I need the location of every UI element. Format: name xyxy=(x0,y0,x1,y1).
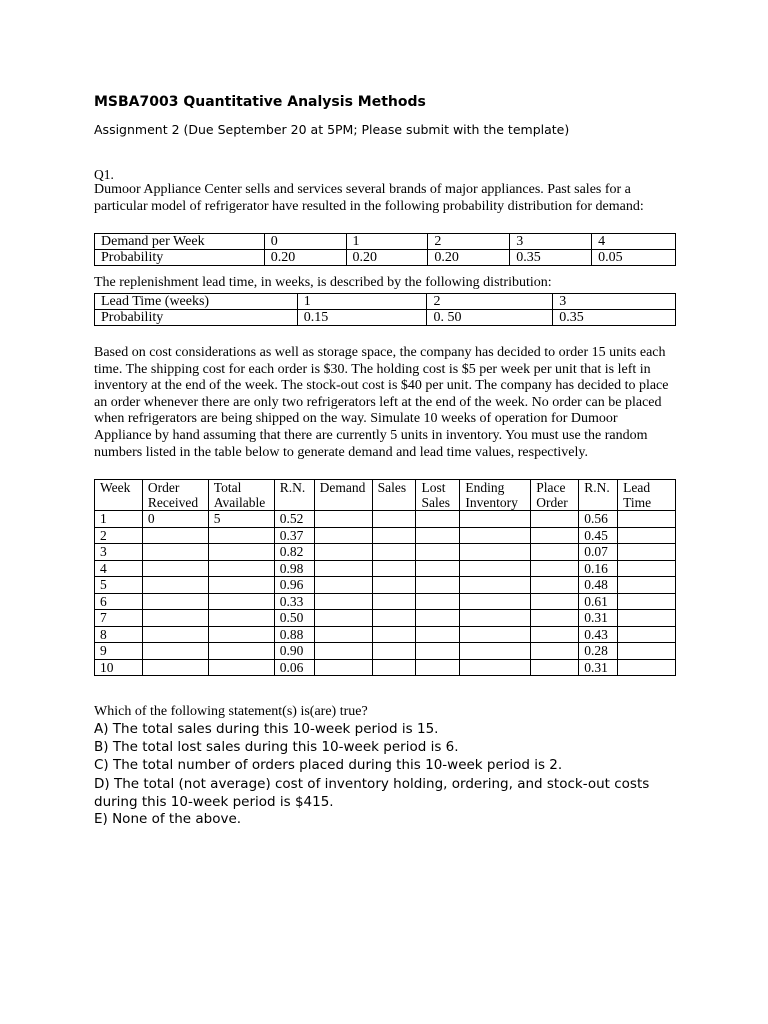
table-cell xyxy=(208,544,274,561)
table-cell xyxy=(372,544,416,561)
table-cell: 0.56 xyxy=(579,511,618,528)
column-header xyxy=(208,480,274,511)
table-cell: 4 xyxy=(592,234,676,250)
table-cell: 0.82 xyxy=(274,544,314,561)
table-cell: 0.20 xyxy=(264,250,346,266)
table-cell xyxy=(372,527,416,544)
table-cell: 0.35 xyxy=(553,310,676,326)
table-cell: 1 xyxy=(346,234,428,250)
header-line: Time xyxy=(623,495,652,510)
table-cell xyxy=(208,560,274,577)
table-cell: 0.20 xyxy=(428,250,510,266)
table-cell xyxy=(142,577,208,594)
table-cell: 3 xyxy=(510,234,592,250)
table-cell: 1 xyxy=(297,294,427,310)
table-cell xyxy=(314,511,372,528)
column-header xyxy=(274,480,314,511)
table-cell xyxy=(416,626,460,643)
table-row xyxy=(95,643,676,660)
table-cell xyxy=(208,527,274,544)
table-cell: 0.05 xyxy=(592,250,676,266)
column-header xyxy=(142,480,208,511)
table-cell xyxy=(618,643,676,660)
table-cell xyxy=(416,544,460,561)
table-cell xyxy=(531,511,579,528)
table-cell: 0.88 xyxy=(274,626,314,643)
lead-time-intro: The replenishment lead time, in weeks, is described by the following distribution: xyxy=(94,275,552,290)
table-cell xyxy=(314,610,372,627)
option-b: B) The total lost sales during this 10-week period is 6. xyxy=(94,739,459,755)
table-cell: Lead Time (weeks) xyxy=(95,294,298,310)
table-cell: 0.50 xyxy=(274,610,314,627)
table-cell xyxy=(314,560,372,577)
table-cell xyxy=(142,544,208,561)
table-cell xyxy=(416,643,460,660)
table-cell xyxy=(142,610,208,627)
table-cell xyxy=(460,577,531,594)
table-cell xyxy=(416,610,460,627)
table-cell xyxy=(618,560,676,577)
document-title: MSBA7003 Quantitative Analysis Methods xyxy=(94,94,426,110)
table-cell xyxy=(208,610,274,627)
table-cell xyxy=(416,577,460,594)
header-line: Ending xyxy=(465,480,505,495)
table-cell: 0.45 xyxy=(579,527,618,544)
table-cell xyxy=(372,643,416,660)
column-header xyxy=(416,480,460,511)
table-cell: 0.48 xyxy=(579,577,618,594)
table-cell xyxy=(460,560,531,577)
table-cell xyxy=(618,544,676,561)
table-cell xyxy=(460,610,531,627)
header-line: Lead xyxy=(623,480,651,495)
table-cell: 2 xyxy=(428,234,510,250)
table-cell xyxy=(208,643,274,660)
table-cell xyxy=(142,593,208,610)
table-cell: 2 xyxy=(427,294,553,310)
column-header xyxy=(618,480,676,511)
table-cell xyxy=(416,593,460,610)
table-cell xyxy=(531,527,579,544)
table-cell xyxy=(460,511,531,528)
table-header-row xyxy=(95,480,676,511)
option-e: E) None of the above. xyxy=(94,811,242,827)
table-cell xyxy=(618,511,676,528)
table-cell: 0.31 xyxy=(579,659,618,676)
table-cell xyxy=(531,610,579,627)
table-cell xyxy=(416,511,460,528)
table-row xyxy=(95,294,676,310)
table-cell xyxy=(142,560,208,577)
table-row xyxy=(95,659,676,676)
column-header xyxy=(460,480,531,511)
option-a: A) The total sales during this 10-week period is 15. xyxy=(94,721,439,737)
table-row xyxy=(95,560,676,577)
table-cell xyxy=(618,527,676,544)
table-cell: 0 xyxy=(142,511,208,528)
header-line: Place xyxy=(536,480,566,495)
table-cell: Demand per Week xyxy=(95,234,265,250)
table-row xyxy=(95,250,676,266)
table-cell: 5 xyxy=(95,577,143,594)
column-header xyxy=(579,480,618,511)
header-line: Inventory xyxy=(465,495,518,510)
table-cell: 1 xyxy=(95,511,143,528)
table-cell xyxy=(460,544,531,561)
intro-paragraph: Dumoor Appliance Center sells and services several brands of major appliances. Past sales for a particular model of refrigerator have resulted in the following probability distribution for demand: xyxy=(94,182,644,214)
table-cell xyxy=(618,659,676,676)
header-line: Order xyxy=(147,480,180,495)
table-row xyxy=(95,234,676,250)
table-cell xyxy=(618,593,676,610)
table-cell: Probability xyxy=(95,310,298,326)
table-cell: 0.35 xyxy=(510,250,592,266)
header-line: R.N. xyxy=(279,480,306,495)
option-d: D) The total (not average) cost of inventory holding, ordering, and stock-out costs during this 10-week period is $415. xyxy=(94,776,650,810)
table-cell: 3 xyxy=(95,544,143,561)
question-label: Q1. xyxy=(94,167,114,182)
header-line: Available xyxy=(213,495,266,510)
header-line: Total xyxy=(213,480,242,495)
table-cell xyxy=(314,626,372,643)
table-row xyxy=(95,593,676,610)
table-cell xyxy=(314,643,372,660)
table-cell xyxy=(618,626,676,643)
table-cell: 0.28 xyxy=(579,643,618,660)
table-cell: 9 xyxy=(95,643,143,660)
column-header xyxy=(314,480,372,511)
header-line: Lost xyxy=(421,480,446,495)
simulation-table xyxy=(94,479,676,676)
table-cell: 0.07 xyxy=(579,544,618,561)
table-cell: 3 xyxy=(553,294,676,310)
table-cell xyxy=(314,577,372,594)
table-cell: 0.61 xyxy=(579,593,618,610)
header-line: Sales xyxy=(421,495,450,510)
table-cell xyxy=(531,560,579,577)
table-cell: 0 xyxy=(264,234,346,250)
table-cell: Probability xyxy=(95,250,265,266)
table-cell xyxy=(372,593,416,610)
table-cell xyxy=(208,626,274,643)
table-cell xyxy=(208,577,274,594)
table-cell: 0.90 xyxy=(274,643,314,660)
header-line: Week xyxy=(100,480,131,495)
table-cell xyxy=(460,643,531,660)
table-cell: 0.31 xyxy=(579,610,618,627)
table-row xyxy=(95,527,676,544)
table-cell xyxy=(531,626,579,643)
table-cell xyxy=(372,610,416,627)
table-cell xyxy=(416,560,460,577)
table-cell xyxy=(314,527,372,544)
table-cell: 6 xyxy=(95,593,143,610)
column-header xyxy=(95,480,143,511)
table-cell xyxy=(208,659,274,676)
table-cell xyxy=(372,511,416,528)
table-row xyxy=(95,610,676,627)
table-cell xyxy=(416,659,460,676)
table-cell xyxy=(460,527,531,544)
table-cell xyxy=(372,659,416,676)
table-cell xyxy=(460,626,531,643)
assignment-subtitle: Assignment 2 (Due September 20 at 5PM; Please submit with the template) xyxy=(94,122,570,137)
header-line: Order xyxy=(536,495,568,510)
table-cell: 8 xyxy=(95,626,143,643)
table-cell xyxy=(208,593,274,610)
option-c: C) The total number of orders placed during this 10-week period is 2. xyxy=(94,757,563,773)
table-cell xyxy=(372,577,416,594)
table-row xyxy=(95,577,676,594)
table-cell xyxy=(531,643,579,660)
demand-distribution-table xyxy=(94,233,676,266)
table-cell xyxy=(372,560,416,577)
table-cell xyxy=(142,659,208,676)
table-cell: 0.16 xyxy=(579,560,618,577)
lead-time-distribution-table xyxy=(94,293,676,326)
header-line: Sales xyxy=(377,480,407,495)
table-cell: 0.43 xyxy=(579,626,618,643)
table-cell xyxy=(460,659,531,676)
table-cell: 0.52 xyxy=(274,511,314,528)
table-cell xyxy=(531,593,579,610)
header-line: Demand xyxy=(319,480,366,495)
table-cell: 0.33 xyxy=(274,593,314,610)
table-cell xyxy=(531,577,579,594)
table-cell xyxy=(416,527,460,544)
header-line: R.N. xyxy=(584,480,610,495)
table-cell: 7 xyxy=(95,610,143,627)
table-cell xyxy=(531,659,579,676)
table-cell xyxy=(314,544,372,561)
table-cell: 0. 50 xyxy=(427,310,553,326)
table-cell xyxy=(460,593,531,610)
table-cell: 0.20 xyxy=(346,250,428,266)
column-header xyxy=(372,480,416,511)
table-cell xyxy=(314,659,372,676)
header-line: Received xyxy=(147,495,199,510)
table-cell: 0.15 xyxy=(297,310,427,326)
table-cell xyxy=(142,643,208,660)
problem-description: Based on cost considerations as well as storage space, the company has decided to order 15 units each time. The shipping cost for each order is $30. The holding cost is $5 per week per unit that is left in inventory at the end of the week. The stock-out cost is $40 per unit. The company has decided to place an order whenever there are only two refrigerators left at the end of the week. No order can be placed when refrigerators are being shipped on the way. Simulate 10 weeks of operation for Dumoor Appliance by hand assuming that there are currently 5 units in inventory. You must use the random numbers listed in the table below to generate demand and lead time values, respectively. xyxy=(94,345,669,460)
table-row xyxy=(95,626,676,643)
table-cell xyxy=(618,610,676,627)
table-cell: 0.98 xyxy=(274,560,314,577)
table-cell xyxy=(314,593,372,610)
table-cell: 0.06 xyxy=(274,659,314,676)
column-header xyxy=(531,480,579,511)
table-cell: 2 xyxy=(95,527,143,544)
table-cell xyxy=(531,544,579,561)
table-cell: 10 xyxy=(95,659,143,676)
table-row xyxy=(95,310,676,326)
table-cell: 0.37 xyxy=(274,527,314,544)
table-cell xyxy=(372,626,416,643)
question-text: Which of the following statement(s) is(are) true? xyxy=(94,704,368,719)
table-cell: 4 xyxy=(95,560,143,577)
table-cell: 5 xyxy=(208,511,274,528)
table-cell: 0.96 xyxy=(274,577,314,594)
table-row xyxy=(95,511,676,528)
table-cell xyxy=(142,626,208,643)
table-cell xyxy=(618,577,676,594)
table-cell xyxy=(142,527,208,544)
table-row xyxy=(95,544,676,561)
